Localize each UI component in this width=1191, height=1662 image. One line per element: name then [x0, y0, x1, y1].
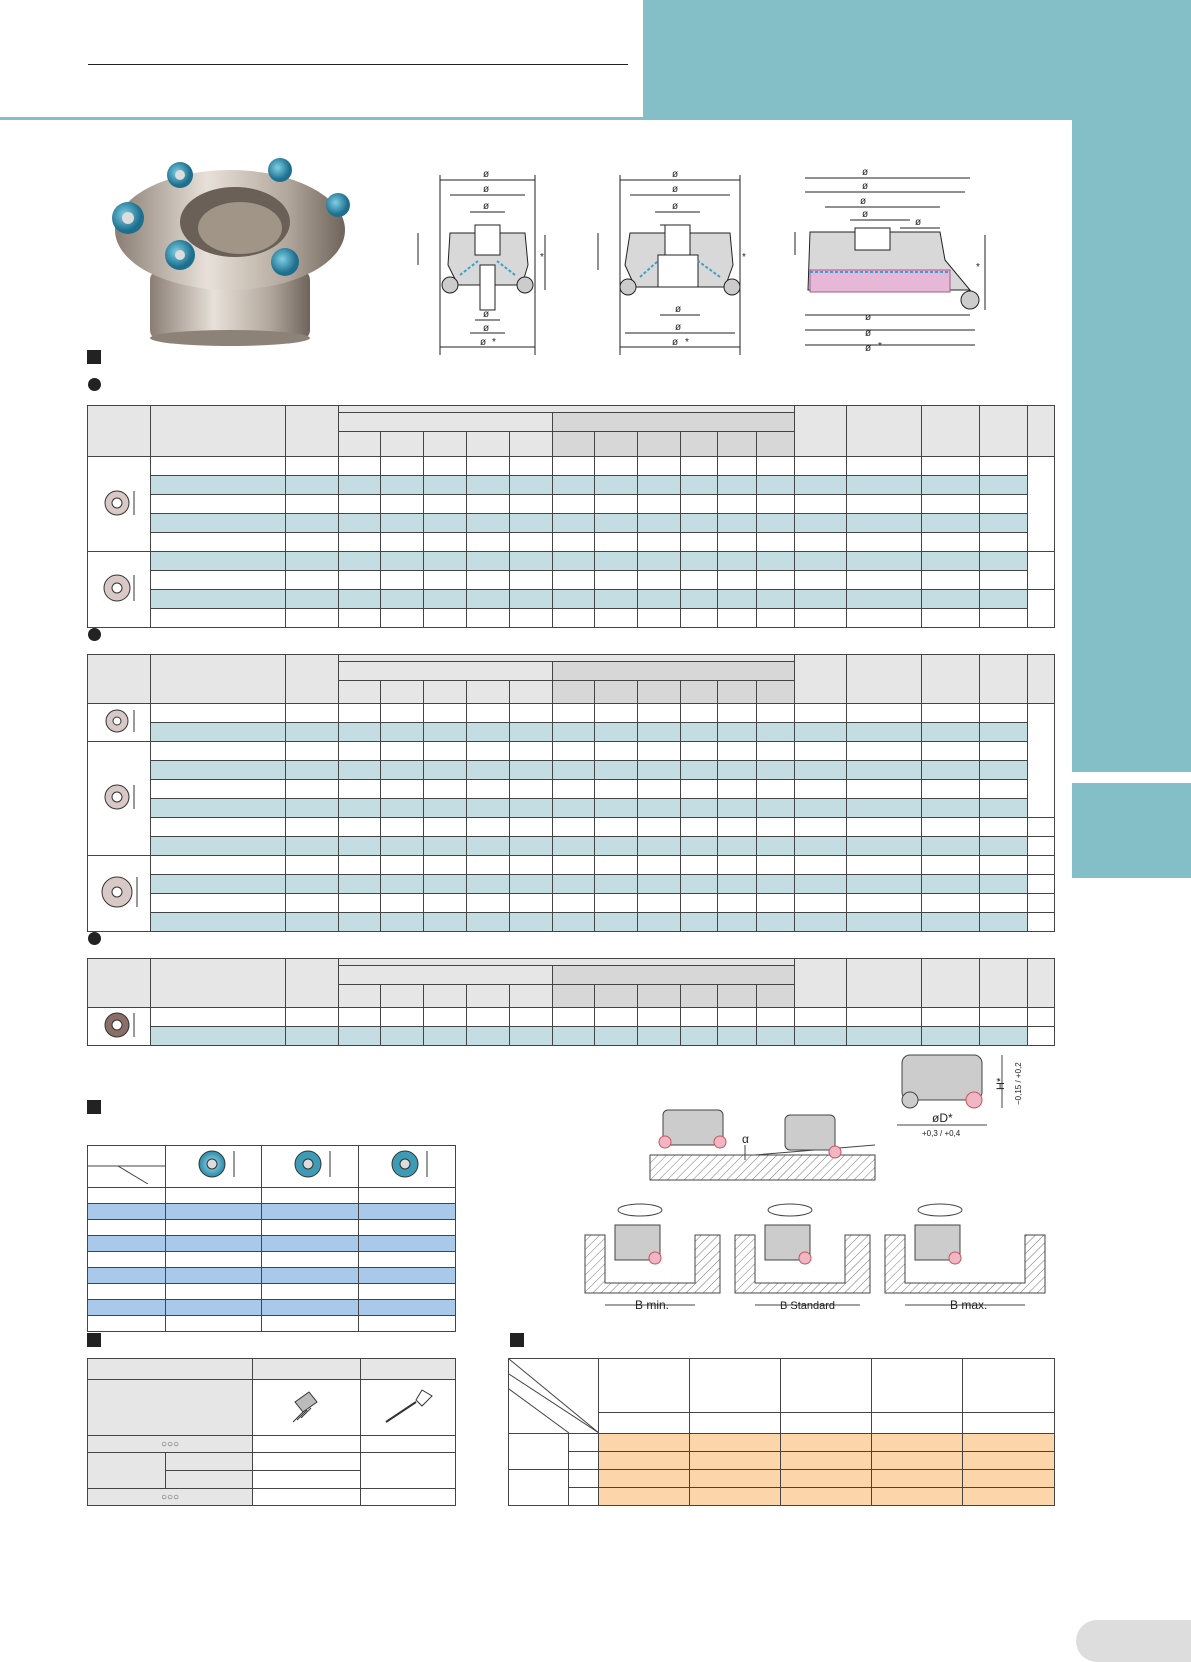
page-number-tab [1076, 1620, 1191, 1662]
slot-diagram-min [580, 1195, 725, 1320]
svg-text:*: * [685, 337, 689, 348]
round-insert-icon [99, 568, 139, 608]
svg-text:ø: ø [672, 184, 679, 195]
h-tol-label: −0,15 / +0,2 [1014, 1062, 1023, 1105]
svg-text:ø: ø [672, 337, 679, 348]
svg-text:ø: ø [862, 181, 869, 192]
svg-text:*: * [742, 252, 746, 263]
round-insert-icon [99, 777, 139, 817]
tolerance-diagram [892, 1050, 1052, 1140]
subsection-dot [88, 932, 101, 945]
svg-text:*: * [492, 337, 496, 348]
side-tab-upper [1072, 117, 1191, 772]
clamp-screw-icon [287, 1388, 327, 1424]
round-insert-icon [99, 1008, 139, 1042]
row-marker: ○○○ [88, 1436, 253, 1453]
svg-text:ø: ø [483, 323, 490, 334]
header-band [0, 117, 1191, 120]
technical-drawing-3 [780, 160, 1000, 360]
svg-text:ø: ø [865, 328, 872, 339]
svg-text:ø: ø [675, 322, 682, 333]
svg-text:ø: ø [483, 184, 490, 195]
d-star-label: øD* [932, 1111, 953, 1125]
row-marker: ○○○ [88, 1489, 253, 1506]
ramping-diagram [645, 1100, 880, 1185]
b-standard-label: B Standard [780, 1300, 836, 1312]
side-tab-lower [1072, 783, 1191, 878]
svg-text:*: * [878, 341, 882, 352]
spare-parts-table [87, 1358, 456, 1506]
subsection-dot [88, 378, 101, 391]
subsection-dot [88, 628, 101, 641]
product-table-1 [87, 405, 1055, 628]
technical-drawing-1 [410, 165, 560, 360]
alpha-label: α [742, 1132, 749, 1146]
b-min-label: B min. [635, 1298, 670, 1312]
screwdriver-icon [378, 1386, 438, 1426]
d-tol-label: +0,3 / +0,4 [922, 1129, 961, 1138]
svg-text:ø: ø [675, 304, 682, 315]
svg-text:*: * [540, 252, 544, 263]
header-block [643, 0, 1191, 120]
svg-text:ø: ø [860, 196, 867, 207]
slot-diagram-max [880, 1195, 1050, 1320]
svg-text:ø: ø [483, 201, 490, 212]
svg-text:*: * [976, 262, 980, 273]
svg-text:ø: ø [672, 201, 679, 212]
round-insert-icon [184, 1146, 244, 1182]
round-insert-icon [377, 1146, 437, 1182]
svg-text:ø: ø [862, 167, 869, 178]
milling-cutter-image [100, 150, 360, 350]
svg-text:ø: ø [865, 312, 872, 323]
cutting-data-table [508, 1358, 1055, 1506]
h-star-label: H* [995, 1077, 1007, 1090]
section-bullet [87, 1100, 101, 1114]
product-table-2 [87, 654, 1055, 932]
insert-table [87, 1145, 456, 1332]
svg-text:ø: ø [483, 309, 490, 320]
slot-diagram-standard [730, 1195, 875, 1320]
section-bullet [87, 350, 101, 364]
round-insert-icon [280, 1146, 340, 1182]
round-insert-icon [97, 870, 141, 914]
technical-drawing-2 [590, 165, 750, 360]
dim-label: ø [483, 169, 490, 180]
svg-text:ø: ø [865, 343, 872, 354]
svg-text:ø: ø [915, 217, 922, 228]
round-insert-icon [99, 704, 139, 738]
b-max-label: B max. [950, 1298, 988, 1312]
section-bullet [510, 1333, 524, 1347]
svg-text:ø: ø [480, 337, 487, 348]
product-table-3 [87, 958, 1055, 1046]
section-bullet [87, 1333, 101, 1347]
header-rule [88, 64, 628, 65]
round-insert-icon [99, 483, 139, 523]
svg-text:ø: ø [672, 169, 679, 180]
svg-text:ø: ø [862, 209, 869, 220]
